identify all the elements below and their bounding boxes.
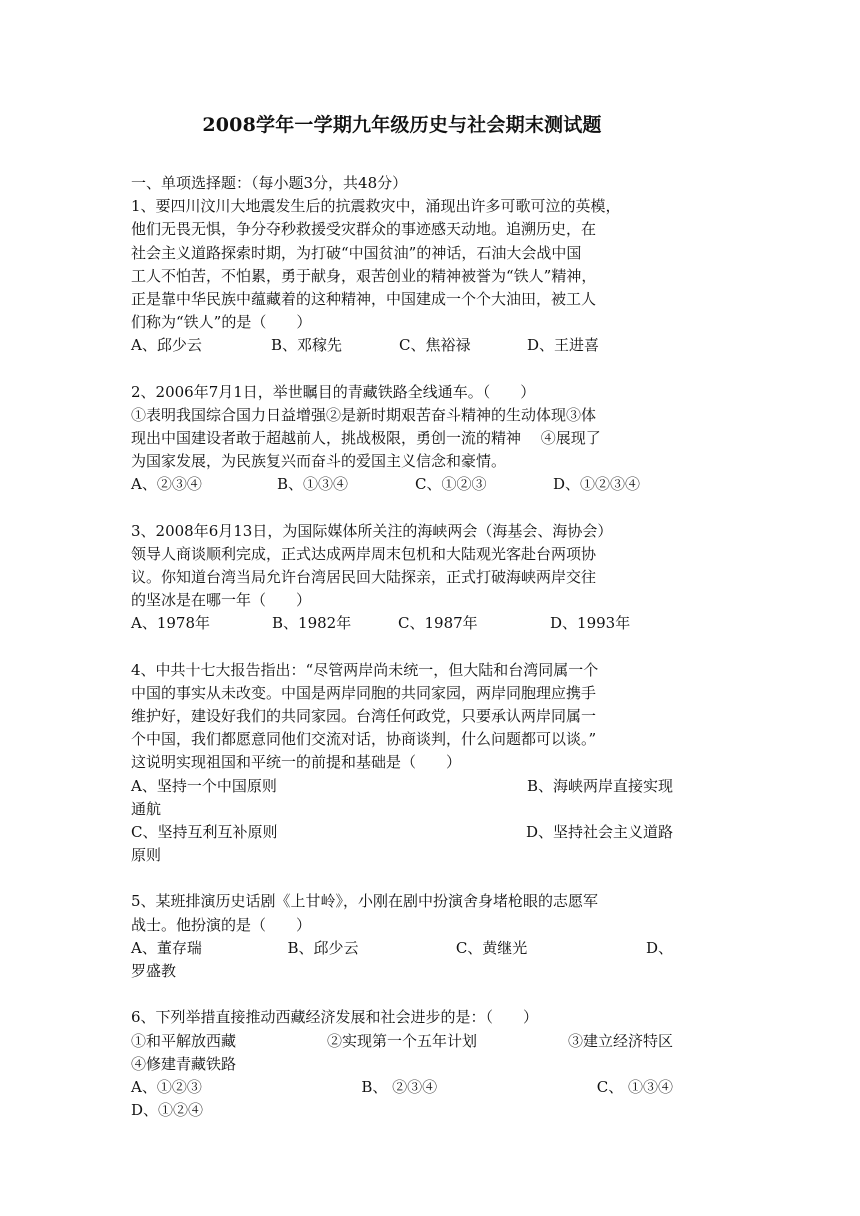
option-b: B、①③④ (277, 475, 349, 494)
question-text-line: 2、2006年7月1日，举世瞩目的青藏铁路全线通车。（ ） (131, 382, 536, 401)
question-2 (131, 381, 673, 497)
options-row (131, 1076, 673, 1099)
option-c: C、坚持互利互补原则 (131, 823, 278, 842)
question-text-line: ①表明我国综合国力日益增强②是新时期艰苦奋斗精神的生动体现③体 (131, 405, 597, 424)
option-b: B、邓稼先 (271, 336, 343, 355)
statement-item: ②实现第一个五年计划 (326, 1031, 477, 1050)
statement-item: ③建立经济特区 (567, 1031, 673, 1050)
option-a: A、坚持一个中国原则 (131, 776, 277, 795)
question-text-line: 议。你知道台湾当局允许台湾居民回大陆探亲，正式打破海峡两岸交往 (131, 568, 597, 587)
options-row (131, 334, 673, 357)
option-c: C、黄继光 (455, 938, 528, 957)
question-text-line: 5、某班排演历史话剧《上甘岭》，小刚在剧中扮演舍身堵枪眼的志愿军 (131, 892, 599, 911)
options-row (131, 937, 673, 960)
option-b-wrap: 通航 (131, 799, 162, 818)
question-text-line: ④修建青藏铁路 (131, 1054, 237, 1073)
option-a: A、②③④ (131, 475, 202, 494)
question-text-line: 中国的事实从未改变。中国是两岸同胞的共同家园，两岸同胞理应携手 (131, 683, 597, 702)
option-c: C、①②③ (415, 475, 487, 494)
question-text-line: 3、2008年6月13日，为国际媒体所关注的海峡两会（海基会、海协会） (131, 521, 613, 540)
option-a: A、1978年 (131, 614, 211, 633)
option-d: D、①②③④ (553, 475, 641, 494)
option-d: D、 (645, 938, 673, 957)
question-text-line: 6、下列举措直接推动西藏经济发展和社会进步的是：（ ） (131, 1008, 539, 1027)
exam-page (131, 112, 673, 1145)
option-d: D、1993年 (550, 614, 631, 633)
question-text-line: 正是靠中华民族中蕴藏着的这种精神，中国建成一个个大油田，被工人 (131, 290, 597, 309)
option-c: C、 ①③④ (596, 1077, 673, 1096)
question-3 (131, 520, 673, 636)
question-text-line: 工人不怕苦，不怕累，勇于献身，艰苦创业的精神被誉为“铁人”精神， (131, 266, 597, 285)
option-d: D、坚持社会主义道路 (525, 823, 673, 842)
option-b: B、海峡两岸直接实现 (526, 776, 673, 795)
question-text-line: 社会主义道路探索时期，为打破“中国贫油”的神话，石油大会战中国 (131, 243, 582, 262)
exam-title: 2008学年一学期九年级历史与社会期末测试题 (202, 114, 602, 136)
option-d-wrap: 原则 (131, 846, 162, 865)
question-text-line: 4、中共十七大报告指出：“尽管两岸尚未统一，但大陆和台湾同属一个 (131, 660, 599, 679)
statement-item: ①和平解放西藏 (131, 1031, 237, 1050)
question-text-line: 们称为“铁人”的是（ ） (131, 313, 312, 332)
question-text-line: 个中国，我们都愿意同他们交流对话，协商谈判，什么问题都可以谈。” (131, 730, 597, 749)
question-5 (131, 890, 673, 983)
options-row (131, 473, 673, 496)
option-d-wrap: 罗盛教 (131, 962, 177, 981)
question-text-line: 他们无畏无惧，争分夺秒救援受灾群众的事迹感天动地。追溯历史，在 (131, 220, 597, 239)
option-b: B、邱少云 (287, 938, 359, 957)
question-6 (131, 1006, 673, 1122)
option-d: D、①②④ (131, 1101, 204, 1120)
question-text-line: 战士。他扮演的是（ ） (131, 915, 312, 934)
section-heading: 一、单项选择题：（每小题3分，共48分） (131, 174, 408, 192)
options-row (131, 775, 673, 798)
option-a: A、①②③ (131, 1077, 202, 1096)
option-b: B、 ②③④ (361, 1077, 438, 1096)
question-text-line: 维护好，建设好我们的共同家园。台湾任何政党，只要承认两岸同属一 (131, 707, 597, 726)
question-text-line: 领导人商谈顺利完成，正式达成两岸周末包机和大陆观光客赴台两项协 (131, 544, 597, 563)
question-4 (131, 659, 673, 868)
question-text-line: 这说明实现祖国和平统一的前提和基础是（ ） (131, 753, 462, 772)
options-row (131, 612, 673, 635)
option-b: B、1982年 (272, 614, 352, 633)
question-text-line: 1、要四川汶川大地震发生后的抗震救灾中，涌现出许多可歌可泣的英模， (131, 197, 621, 216)
question-1 (131, 195, 673, 357)
option-c: C、1987年 (398, 614, 478, 633)
question-text-line: 为国家发展，为民族复兴而奋斗的爱国主义信念和豪情。 (131, 452, 507, 471)
option-c: C、焦裕禄 (399, 336, 471, 355)
option-d: D、王进喜 (527, 336, 600, 355)
option-a: A、董存瑞 (131, 938, 202, 957)
question-text-line: 的坚冰是在哪一年（ ） (131, 591, 312, 610)
option-a: A、邱少云 (131, 336, 202, 355)
statement-row (131, 1030, 673, 1053)
question-text-line: 现出中国建设者敢于超越前人，挑战极限，勇创一流的精神 ④展现了 (131, 429, 601, 448)
options-row (131, 821, 673, 844)
